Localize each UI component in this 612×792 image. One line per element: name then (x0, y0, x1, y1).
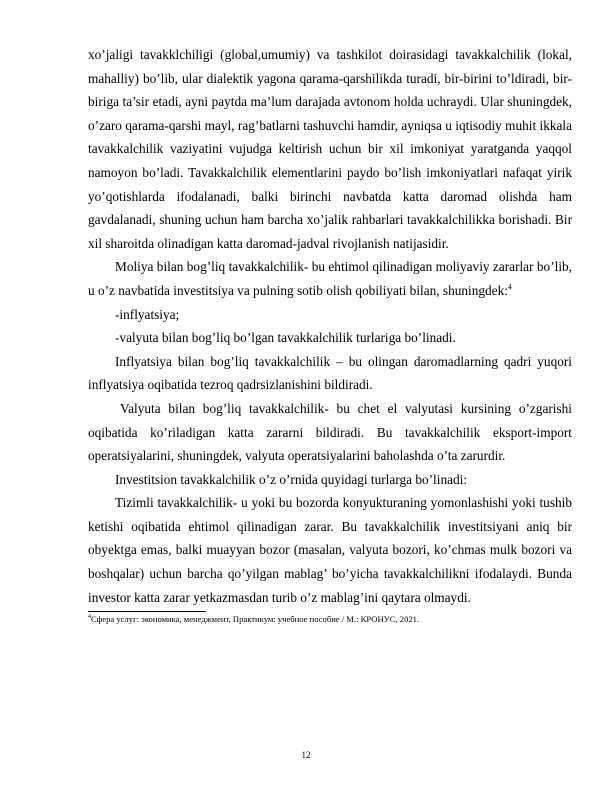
page-number: 12 (301, 750, 311, 760)
paragraph-7: Investitsion tavakkalchilik o’z o’rnida quyidagi turlarga bo’linadi: (115, 471, 468, 487)
paragraph-2-text: Moliya bilan bog’liq tavakkalchilik- bu ehtimol qilinadigan moliyaviy zararlar bo’lib, u o’z navbatida investitsiya va pulning sotib olish qobiliyati bilan, shuningdek: (88, 259, 572, 298)
paragraph-8: Tizimli tavakkalchilik- u yoki bu bozorda konyukturaning yomonlashishi yoki tushib ketishi oqibatida ehtimol qilinadigan zarar. Bu tavakkalchilik investitsiyani aniq bir obyektga emas, balki muayyan bozor (masalan, valyuta bozori, ko’chmas mulk bozori va boshqalar) uchun barcha qo’yilgan mablag’ bo’yicha tavakkalchilikni ifodalaydi. Bunda investor katta zarar yetkazmasdan turib o’z mablag’ini qaytara olmaydi. (88, 495, 572, 605)
footnote-divider (88, 611, 206, 612)
paragraph-2 (88, 255, 572, 302)
footnote (88, 613, 572, 625)
paragraph-3: -inflyatsiya; (115, 306, 180, 322)
paragraph-6: Valyuta bilan bog’liq tavakkalchilik- bu chet el valyutasi kursining o’zgarishi oqibatida ko’riladigan katta zararni bildiradi. Bu tavakkalchilik eksport-import operatsiyalarini, shuningdek, valyuta operatsiyalarini baholashda o’ta zarurdir. (88, 400, 572, 464)
footnote-marker: 4 (88, 614, 91, 621)
paragraph-1: xo’jaligi tavakklchiligi (global,umumiy) va tashkilot doirasidagi tavakkalchilik (lokal, mahalliy) bo’lib, ular dialektik yagona qarama-qarshilikda turadi, bir-birini to’ldiradi, bir-biriga ta’sir etadi, ayni paytda ma’lum darajada avtonom holda uchraydi. Ular shuningdek, o’zaro qarama-qarshi mayl, rag’batlarni tashuvchi hamdir, ayniqsa u iqtisodiy muhit ikkala tavakkalchilik vaziyatini vujudga keltirish uchun bir xil imkoniyat yaratganda yaqqol namoyon bo’ladi. Tavakkalchilik elementlarini paydo bo’lish imkoniyatlari nafaqat yirik yo’qotishlarda ifodalanadi, balki birinchi navbatda katta daromad olishda ham gavdalanadi, shuning uchun ham barcha xo’jalik rahbarlari tavakkalchilikka borishadi. Bir xil sharoitda olinadigan katta daromad-jadval rivojlanish natijasidir. (88, 47, 572, 251)
footnote-reference: 4 (507, 282, 512, 292)
document-page (88, 43, 572, 625)
paragraph-5: Inflyatsiya bilan bog’liq tavakkalchilik – bu olingan daromadlarning qadri yuqori inflyatsiya oqibatida tezroq qadrsizlanishini bildiradi. (88, 353, 572, 393)
footnote-text: Сфера услуг: экономика, менеджмент, Практикум: учебное пособие / М.: КРОНУС, 2021. (91, 614, 420, 625)
paragraph-4: -valyuta bilan bog’liq bo’lgan tavakkalchilik turlariga bo’linadi. (115, 330, 456, 346)
